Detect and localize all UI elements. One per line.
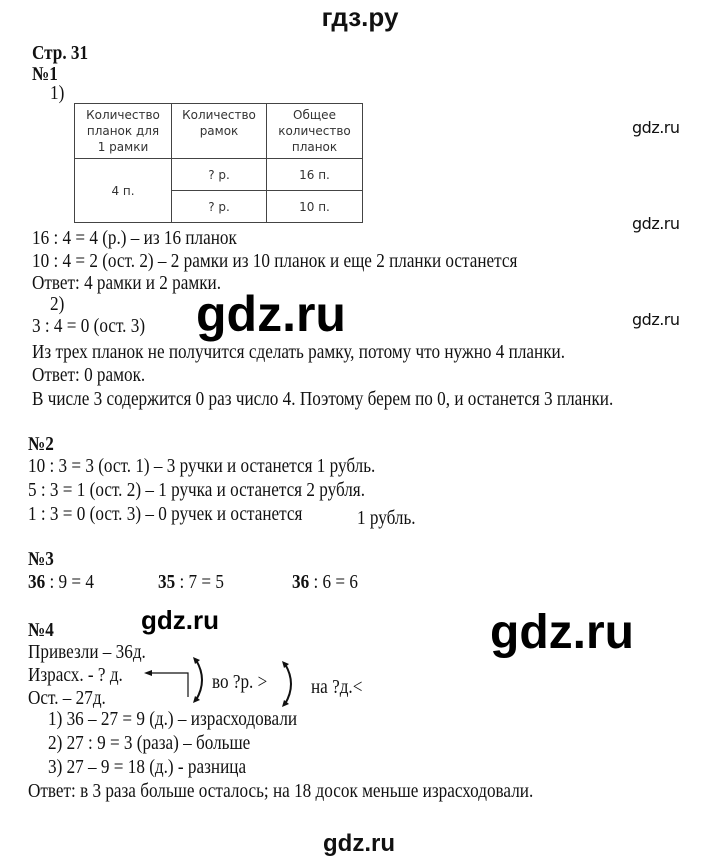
watermark: gdz.ru [141, 605, 219, 635]
equation: 35 : 7 = 5 [158, 572, 224, 593]
task1-part1-label: 1) [50, 83, 65, 104]
task1-number: №1 [32, 64, 58, 85]
equation: 36 : 6 = 6 [292, 572, 358, 593]
compare-diff-label: на ?д.< [311, 677, 363, 698]
table-cell-merged: 4 п. [75, 159, 172, 223]
text-line: 1 : 3 = 0 (ост. 3) – 0 ручек и останется [28, 504, 303, 525]
table-cell: 10 п. [267, 191, 363, 223]
text-line: 10 : 4 = 2 (ост. 2) – 2 рамки из 10 планок и еще 2 планки останется [32, 251, 518, 272]
solution-step: 2) 27 : 9 = 3 (раза) – больше [48, 733, 251, 754]
answer-line: Ответ: в 3 раза больше осталось; на 18 досок меньше израсходовали. [28, 781, 534, 802]
table-cell: ? р. [172, 159, 267, 191]
table-row [75, 159, 363, 191]
answer-line: Ответ: 4 рамки и 2 рамки. [32, 273, 222, 294]
given-line: Ост. – 27д. [28, 688, 106, 709]
table-header-cell: Количество рамок [172, 104, 267, 159]
task2-number: №2 [28, 434, 54, 455]
text-line: 10 : 3 = 3 (ост. 1) – 3 ручки и останется 1 рубль. [28, 456, 376, 477]
watermark: gdz.ru [632, 214, 680, 233]
equation: 36 : 9 = 4 [28, 572, 94, 593]
solution-step: 3) 27 – 9 = 18 (д.) - разница [48, 757, 247, 778]
text-line: 3 : 4 = 0 (ост. 3) [32, 316, 146, 337]
site-title: гдз.ру [321, 2, 399, 32]
task3-number: №3 [28, 549, 54, 570]
table-header-cell: Количество планок для 1 рамки [75, 104, 172, 159]
text-line: 16 : 4 = 4 (р.) – из 16 планок [32, 228, 237, 249]
text-line-tail: 1 рубль. [357, 508, 416, 529]
watermark: gdz.ru [632, 310, 680, 329]
watermark: gdz.ru [632, 118, 680, 137]
compare-times-label: во ?р. > [212, 672, 268, 693]
given-line: Привезли – 36д. [28, 642, 146, 663]
watermark-large: gdz.ru [196, 286, 346, 342]
table-header-row [75, 104, 363, 159]
answer-line: Ответ: 0 рамок. [32, 365, 146, 386]
solution-step: 1) 36 – 27 = 9 (д.) – израсходовали [48, 709, 298, 730]
watermark-large: gdz.ru [490, 606, 634, 659]
task1-part2-label: 2) [50, 294, 65, 315]
task4-number: №4 [28, 620, 54, 641]
footer-watermark: gdz.ru [323, 830, 395, 857]
text-line: Из трех планок не получится сделать рамку, потому что нужно 4 планки. [32, 342, 566, 363]
table-cell: ? р. [172, 191, 267, 223]
text-line: В числе 3 содержится 0 раз число 4. Поэтому берем по 0, и останется 3 планки. [32, 389, 614, 410]
task1-table [74, 103, 363, 223]
given-line: Израсх. - ? д. [28, 665, 123, 686]
page-label: Стр. 31 [32, 43, 89, 64]
text-line: 5 : 3 = 1 (ост. 2) – 1 ручка и останется 2 рубля. [28, 480, 365, 501]
table-cell: 16 п. [267, 159, 363, 191]
table-header-cell: Общее количество планок [267, 104, 363, 159]
